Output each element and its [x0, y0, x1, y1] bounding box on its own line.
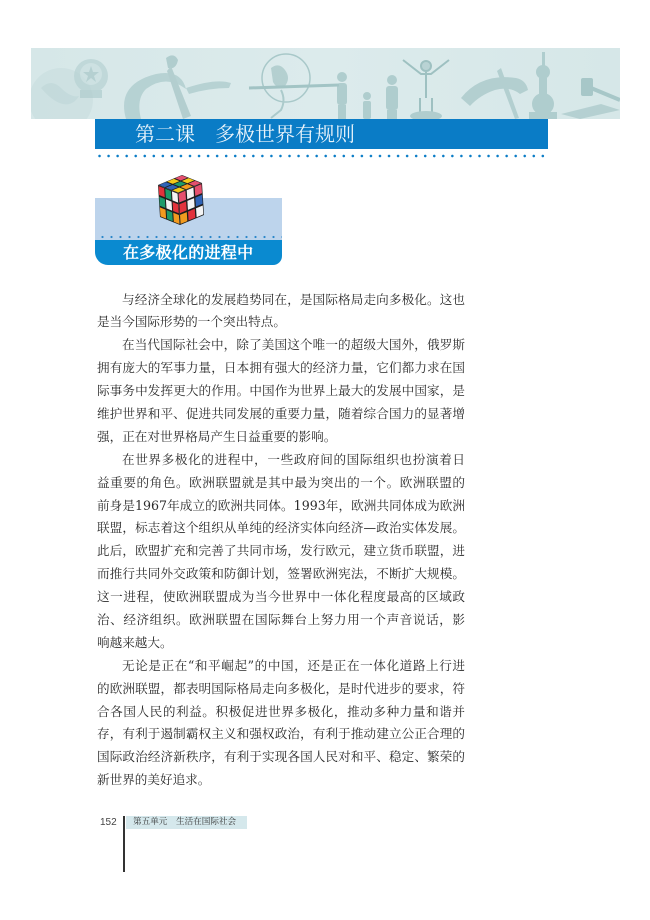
paragraph	[97, 655, 465, 792]
section-title: 在多极化的进程中	[123, 243, 254, 262]
text-line: 此后，欧盟扩充和完善了共同市场，发行欧元，建立货币联盟，进	[97, 543, 465, 559]
text-line: 而推行共同外交政策和防御计划，签署欧洲宪法，不断扩大规模。	[97, 566, 465, 582]
lesson-title-bar	[95, 119, 548, 149]
text-line: 这一进程，使欧洲联盟成为当今世界中一体化程度最高的区域政	[97, 589, 465, 605]
unit-label-text: 第五单元 生活在国际社会	[133, 817, 237, 827]
text-line: 强，正在对世界格局产生日益重要的影响。	[97, 428, 337, 444]
text-line: 是当今国际形势的一个突出特点。	[97, 314, 286, 330]
text-line: 国际政治经济新秩序，有利于实现各国人民对和平、稳定、繁荣的	[97, 749, 465, 765]
page-number: 152	[100, 817, 117, 828]
text-line: 拥有庞大的军事力量，日本拥有强大的经济力量，它们都力求在国	[97, 360, 465, 376]
text-line: 在当代国际社会中，除了美国这个唯一的超级大国外，俄罗斯	[122, 337, 465, 353]
lesson-banner-illustration	[31, 48, 620, 119]
footer-vertical-rule	[123, 816, 125, 872]
banner-collage-icon	[31, 48, 620, 119]
unit-label	[126, 816, 247, 829]
text-line: 的欧洲联盟，都表明国际格局走向多极化，是时代进步的要求，符	[97, 680, 465, 696]
text-line: 与经济全球化的发展趋势同在，是国际格局走向多极化。这也	[122, 291, 465, 307]
title-dotted-divider	[95, 154, 550, 158]
text-line: 联盟，标志着这个组织从单纯的经济实体向经济—政治实体发展。	[97, 520, 465, 536]
text-line: 际事务中发挥更大的作用。中国作为世界上最大的发展中国家，是	[97, 383, 465, 399]
section-dotted-divider	[98, 235, 282, 239]
text-line: 无论是正在“和平崛起”的中国，还是正在一体化道路上行进	[122, 657, 465, 673]
text-line: 在世界多极化的进程中，一些政府间的国际组织也扮演着日	[122, 451, 465, 467]
text-line: 存，有利于遏制霸权主义和强权政治，有利于推动建立公正合理的	[97, 726, 465, 742]
paragraph	[97, 334, 465, 448]
text-line: 益重要的角色。欧洲联盟就是其中最为突出的一个。欧洲联盟的	[97, 474, 465, 490]
text-line: 维护世界和平、促进共同发展的重要力量，随着综合国力的显著增	[97, 405, 465, 421]
text-line: 合各国人民的利益。积极促进世界多极化，推动多种力量和谐并	[97, 703, 465, 719]
text-line: 前身是1967年成立的欧洲共同体。1993年，欧洲共同体成为欧洲	[97, 497, 465, 513]
paragraph	[97, 449, 465, 655]
text-line: 治、经济组织。欧洲联盟在国际舞台上努力用一个声音说话，影	[97, 611, 465, 627]
section-header	[95, 240, 282, 265]
text-line: 新世界的美好追求。	[97, 772, 211, 788]
body-text	[97, 289, 465, 793]
rubiks-cube-icon	[157, 175, 205, 229]
lesson-title: 第二课 多极世界有规则	[135, 122, 355, 146]
text-line: 响越来越大。	[97, 634, 173, 650]
paragraph	[97, 289, 465, 335]
